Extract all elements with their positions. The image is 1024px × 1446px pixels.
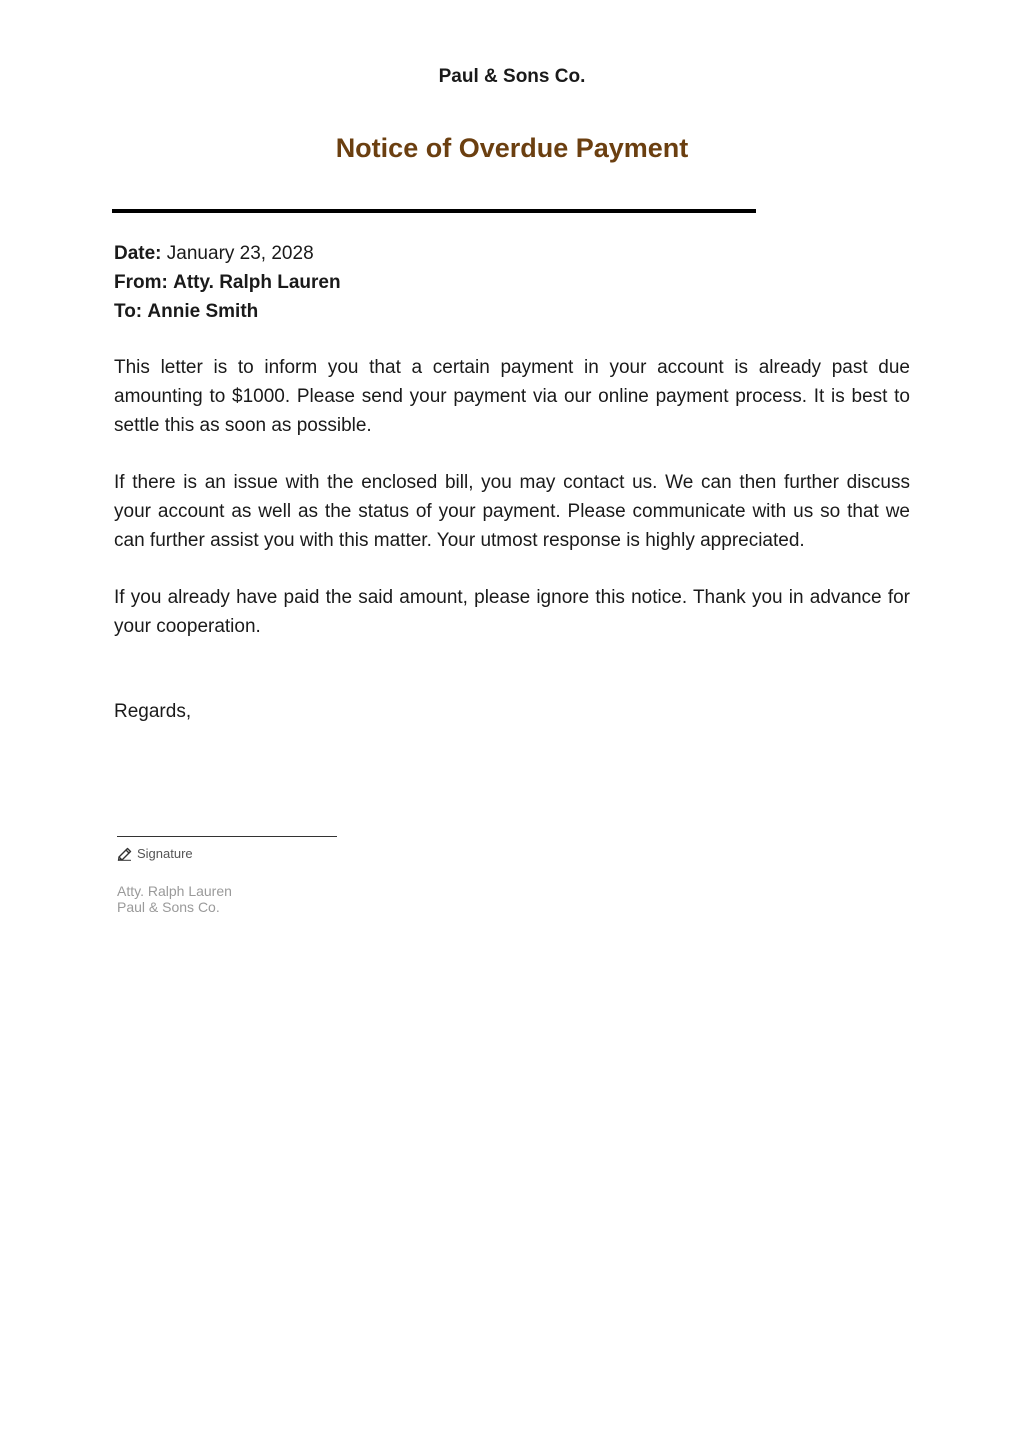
from-row [114,268,341,297]
letter-meta [114,239,341,326]
signature-line [117,836,337,837]
regards-closing: Regards, [114,701,192,722]
body-paragraph-3: If you already have paid the said amount, please ignore this notice. Thank you in advance for your cooperation. [114,587,910,637]
document-title: Notice of Overdue Payment [335,133,689,163]
signer-block [117,883,232,915]
body-paragraph-2: If there is an issue with the enclosed bill, you may contact us. We can then further discuss your account as well as the status of your payment. Please communicate with us so that we can further assist you with this matter. Your utmost response is highly appreciated. [114,472,910,551]
signature-label: Signature [137,846,193,861]
from-label: From: [114,272,168,293]
signature-field[interactable] [117,846,193,861]
date-label: Date: [114,243,162,264]
title-divider [112,209,756,213]
body-paragraph-1: This letter is to inform you that a certain payment in your account is already past due amounting to $1000. Please send your payment via our online payment process. It is best to settle this as soon as possible. [114,357,910,436]
to-label: To: [114,301,143,322]
from-value: Atty. Ralph Lauren [173,272,341,293]
to-row [114,297,341,326]
date-value: January 23, 2028 [166,243,314,264]
company-name: Paul & Sons Co. [438,66,586,87]
pen-signature-icon [117,846,132,861]
signer-company: Paul & Sons Co. [117,899,220,915]
to-value: Annie Smith [147,301,259,322]
signer-name: Atty. Ralph Lauren [117,883,232,899]
date-row [114,239,341,268]
